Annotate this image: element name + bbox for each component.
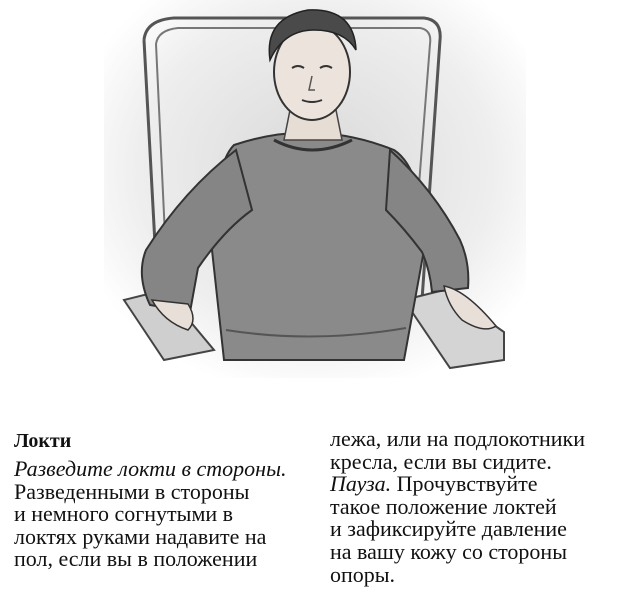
- text-line: на вашу кожу со стороны: [330, 538, 567, 564]
- text-column-right: [330, 428, 616, 586]
- instruction-line: Разведите локти в стороны.: [14, 456, 287, 481]
- pause-line: [330, 473, 616, 496]
- text-line: лежа, или на подлокотники: [330, 426, 585, 451]
- text-column-left: [14, 458, 300, 571]
- text-line: и немного согнутыми в: [14, 501, 234, 527]
- text-line: и зафиксируйте давление: [330, 516, 567, 542]
- pause-label: Пауза.: [330, 471, 392, 497]
- text-line: Разведенными в стороны: [14, 478, 250, 504]
- text-line: локтях руками надавите на: [14, 523, 267, 549]
- section-heading: Локти: [14, 430, 72, 452]
- person-in-chair-drawing: [104, 0, 526, 378]
- text-line: кресла, если вы сидите.: [330, 448, 552, 474]
- text-line: опоры.: [330, 561, 396, 587]
- illustration-seated-person: [104, 0, 526, 378]
- text-line: такое положение локтей: [330, 493, 557, 519]
- text-line: пол, если вы в положении: [14, 546, 258, 572]
- pause-text: Прочувствуйте: [396, 471, 538, 497]
